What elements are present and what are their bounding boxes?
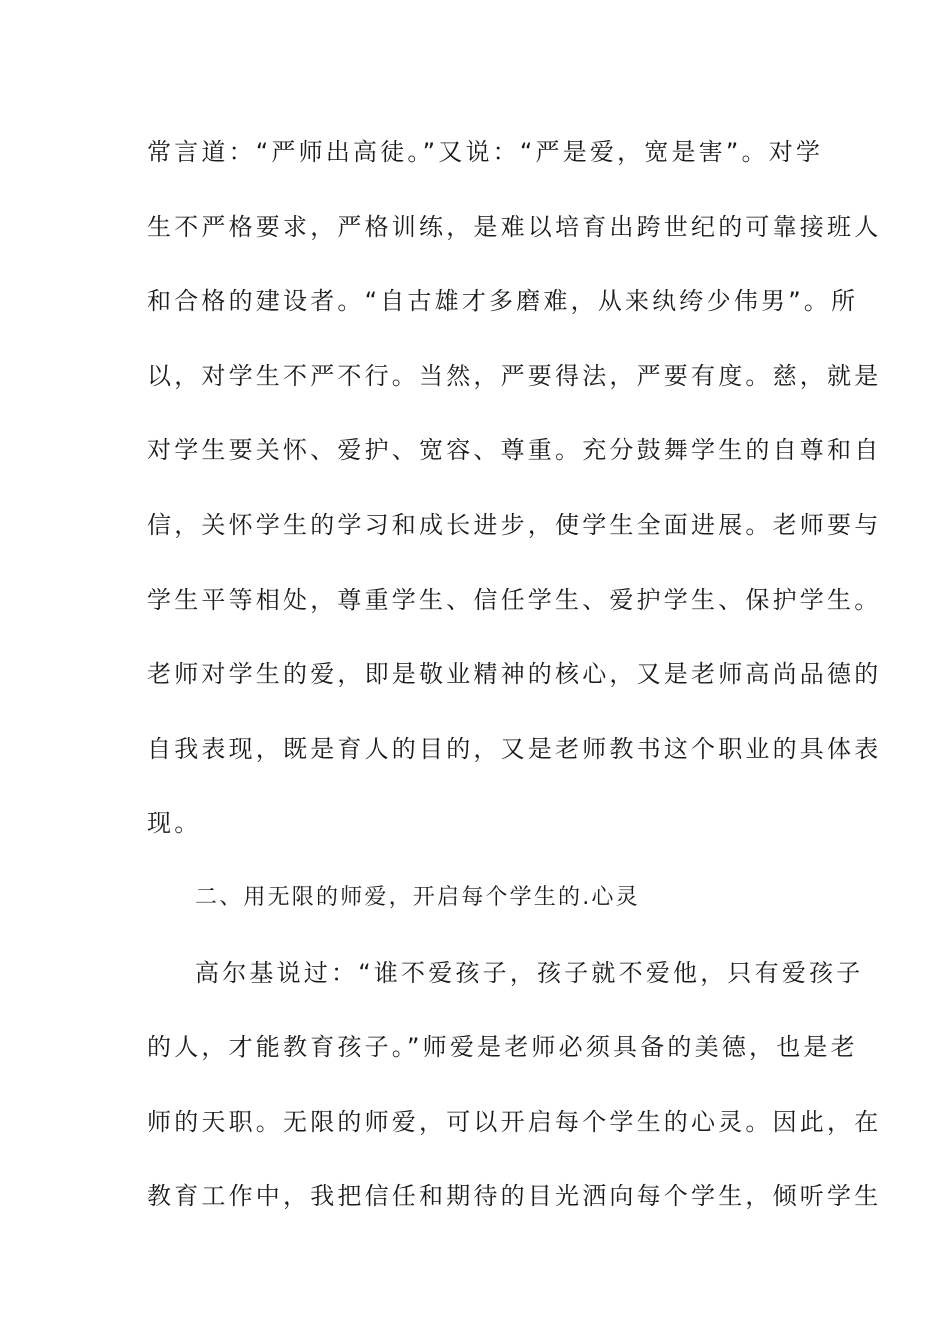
text-line: 高尔基说过：“谁不爱孩子，孩子就不爱他，只有爱孩子 (195, 958, 864, 987)
text-line: 常言道：“严师出高徒。”又说：“严是爱，宽是害”。对学 (147, 138, 824, 166)
text-line: 现。 (147, 809, 202, 838)
text-line: 老师对学生的爱，即是敬业精神的核心，又是老师高尚品德的 (147, 660, 882, 689)
text-line: 学生平等相处，尊重学生、信任学生、爱护学生、保护学生。 (147, 585, 882, 614)
text-line: 的人，才能教育孩子。”师爱是老师必须具备的美德，也是老 (147, 1033, 858, 1062)
text-line: 教育工作中，我把信任和期待的目光洒向每个学生，倾听学生 (147, 1182, 882, 1211)
text-line: 信，关怀学生的学习和成长进步，使学生全面进展。老师要与 (147, 510, 882, 539)
body-text (147, 130, 882, 1249)
text-line: 师的天职。无限的师爱，可以开启每个学生的心灵。因此，在 (147, 1107, 882, 1136)
section-heading: 二、用无限的师爱，开启每个学生的.心灵 (195, 884, 640, 910)
text-line: 自我表现，既是育人的目的，又是老师教书这个职业的具体表 (147, 734, 882, 763)
text-line: 以，对学生不严不行。当然，严要得法，严要有度。慈，就是 (147, 361, 882, 390)
text-line: 和合格的建设者。“自古雄才多磨难，从来纨绔少伟男”。所 (147, 287, 859, 316)
text-line: 生不严格要求，严格训练，是难以培育出跨世纪的可靠接班人 (147, 212, 882, 241)
text-line: 对学生要关怀、爱护、宽容、尊重。充分鼓舞学生的自尊和自 (147, 436, 882, 465)
